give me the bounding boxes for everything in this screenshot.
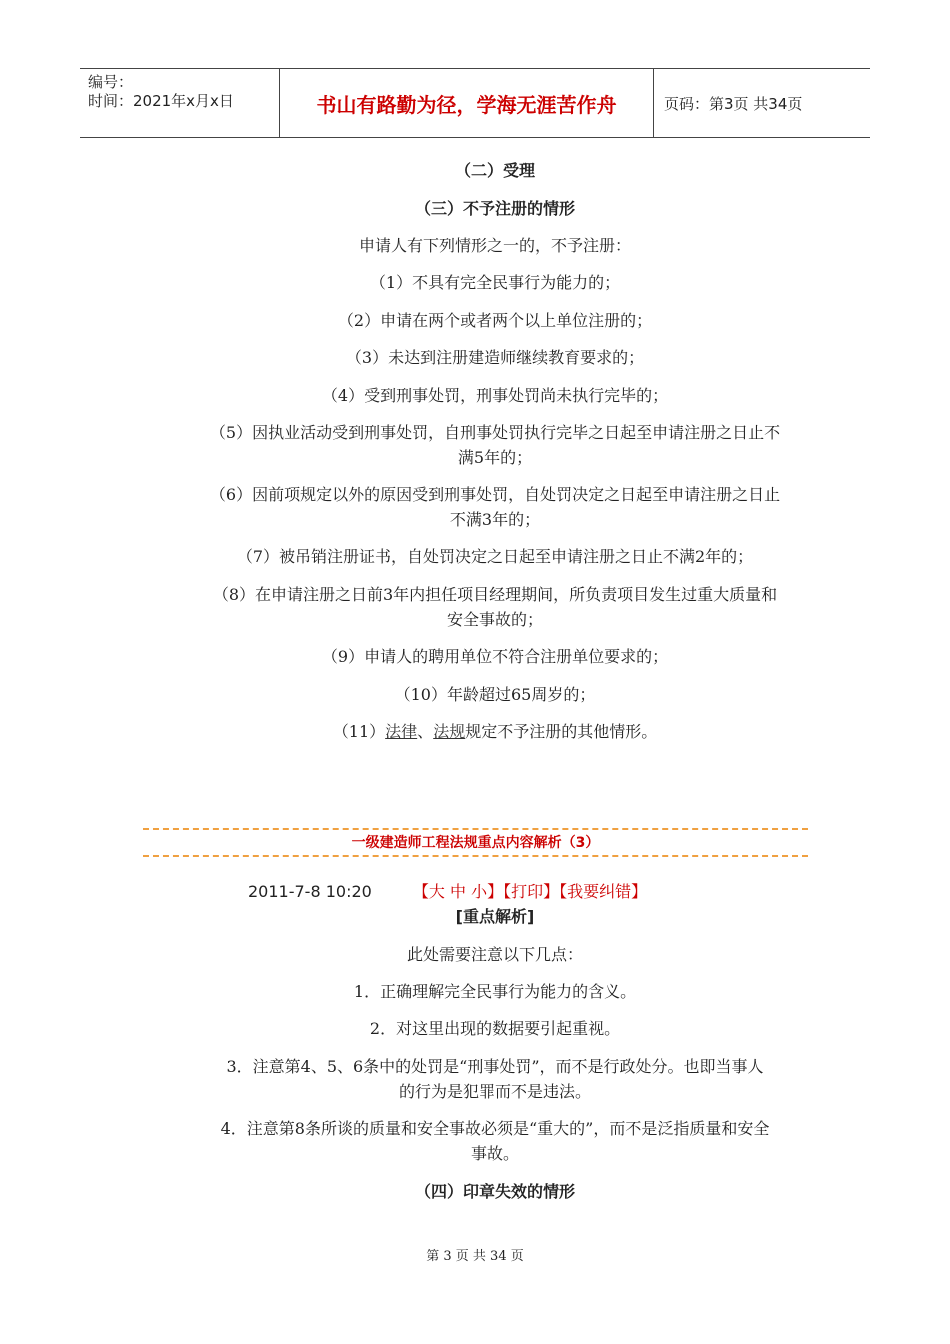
note-item-cont: 的行为是犯罪而不是违法。 xyxy=(398,1082,591,1101)
time-label: 时间：2021年x月x日 xyxy=(88,92,234,110)
header-motto: 书山有路勤为径，学海无涯苦作舟 xyxy=(280,69,654,137)
note-intro: 此处需要注意以下几点： xyxy=(406,945,583,964)
header-meta xyxy=(80,69,280,137)
intro-text: 申请人有下列情形之一的，不予注册： xyxy=(358,236,631,255)
page-header xyxy=(80,68,870,138)
list-item-cont: 满5年的； xyxy=(457,448,533,467)
regulation-link[interactable]: 法规 xyxy=(433,722,466,741)
item11-sep: 、 xyxy=(417,722,434,741)
heading-no-registration: （三）不予注册的情形 xyxy=(414,199,575,218)
list-item: （1）不具有完全民事行为能力的； xyxy=(369,273,621,292)
list-item: （3）未达到注册建造师继续教育要求的； xyxy=(345,348,645,367)
item11-suffix: 规定不予注册的其他情形。 xyxy=(465,722,658,741)
heading-acceptance: （二）受理 xyxy=(454,161,535,180)
list-item: （7）被吊销注册证书，自处罚决定之日起至申请注册之日止不满2年的； xyxy=(236,547,754,566)
list-item: （10）年龄超过65周岁的； xyxy=(394,685,596,704)
list-item: （9）申请人的聘用单位不符合注册单位要求的； xyxy=(321,647,669,666)
number-label: 编号： xyxy=(88,73,134,91)
report-error-link[interactable]: 【我要纠错】 xyxy=(559,882,648,901)
list-item: （2）申请在两个或者两个以上单位注册的； xyxy=(337,311,653,330)
heading-seal-invalid: （四）印章失效的情形 xyxy=(414,1182,575,1201)
list-item-cont: 不满3年的； xyxy=(449,510,541,529)
print-link[interactable]: 【打印】 xyxy=(503,882,560,901)
list-item: （5）因执业活动受到刑事处罚，自刑事处罚执行完毕之日起至申请注册之日止不 xyxy=(209,423,781,442)
note-item: 2．对这里出现的数据要引起重视。 xyxy=(369,1019,621,1038)
page-footer: 第 3 页 共 34 页 xyxy=(426,1249,524,1264)
note-item: 3．注意第4、5、6条中的处罚是“刑事处罚”，而不是行政处分。也即当事人 xyxy=(226,1057,764,1076)
divider-bottom xyxy=(143,855,808,857)
article-meta xyxy=(248,879,647,902)
list-item: （8）在申请注册之日前3年内担任项目经理期间，所负责项目发生过重大质量和 xyxy=(212,585,778,604)
note-item: 4．注意第8条所谈的质量和安全事故必须是“重大的”，而不是泛指质量和安全 xyxy=(220,1119,770,1138)
article-datetime: 2011-7-8 10:20 xyxy=(248,882,372,901)
law-link[interactable]: 法律 xyxy=(385,722,418,741)
article-title: 一级建造师工程法规重点内容解析（3） xyxy=(351,835,600,851)
item11-prefix: （11） xyxy=(332,722,386,741)
list-item-cont: 安全事故的； xyxy=(446,610,543,629)
font-size-links[interactable]: 【大 中 小】 xyxy=(412,882,504,901)
list-item xyxy=(170,720,820,744)
list-item: （6）因前项规定以外的原因受到刑事处罚，自处罚决定之日起至申请注册之日止 xyxy=(209,485,781,504)
list-item: （4）受到刑事处罚，刑事处罚尚未执行完毕的； xyxy=(321,386,669,405)
note-item: 1．正确理解完全民事行为能力的含义。 xyxy=(353,982,637,1001)
header-page-info: 页码：第3页 共34页 xyxy=(664,94,803,113)
key-analysis-heading: [重点解析] xyxy=(455,907,535,926)
divider-top xyxy=(143,828,808,830)
note-item-cont: 事故。 xyxy=(470,1144,519,1163)
